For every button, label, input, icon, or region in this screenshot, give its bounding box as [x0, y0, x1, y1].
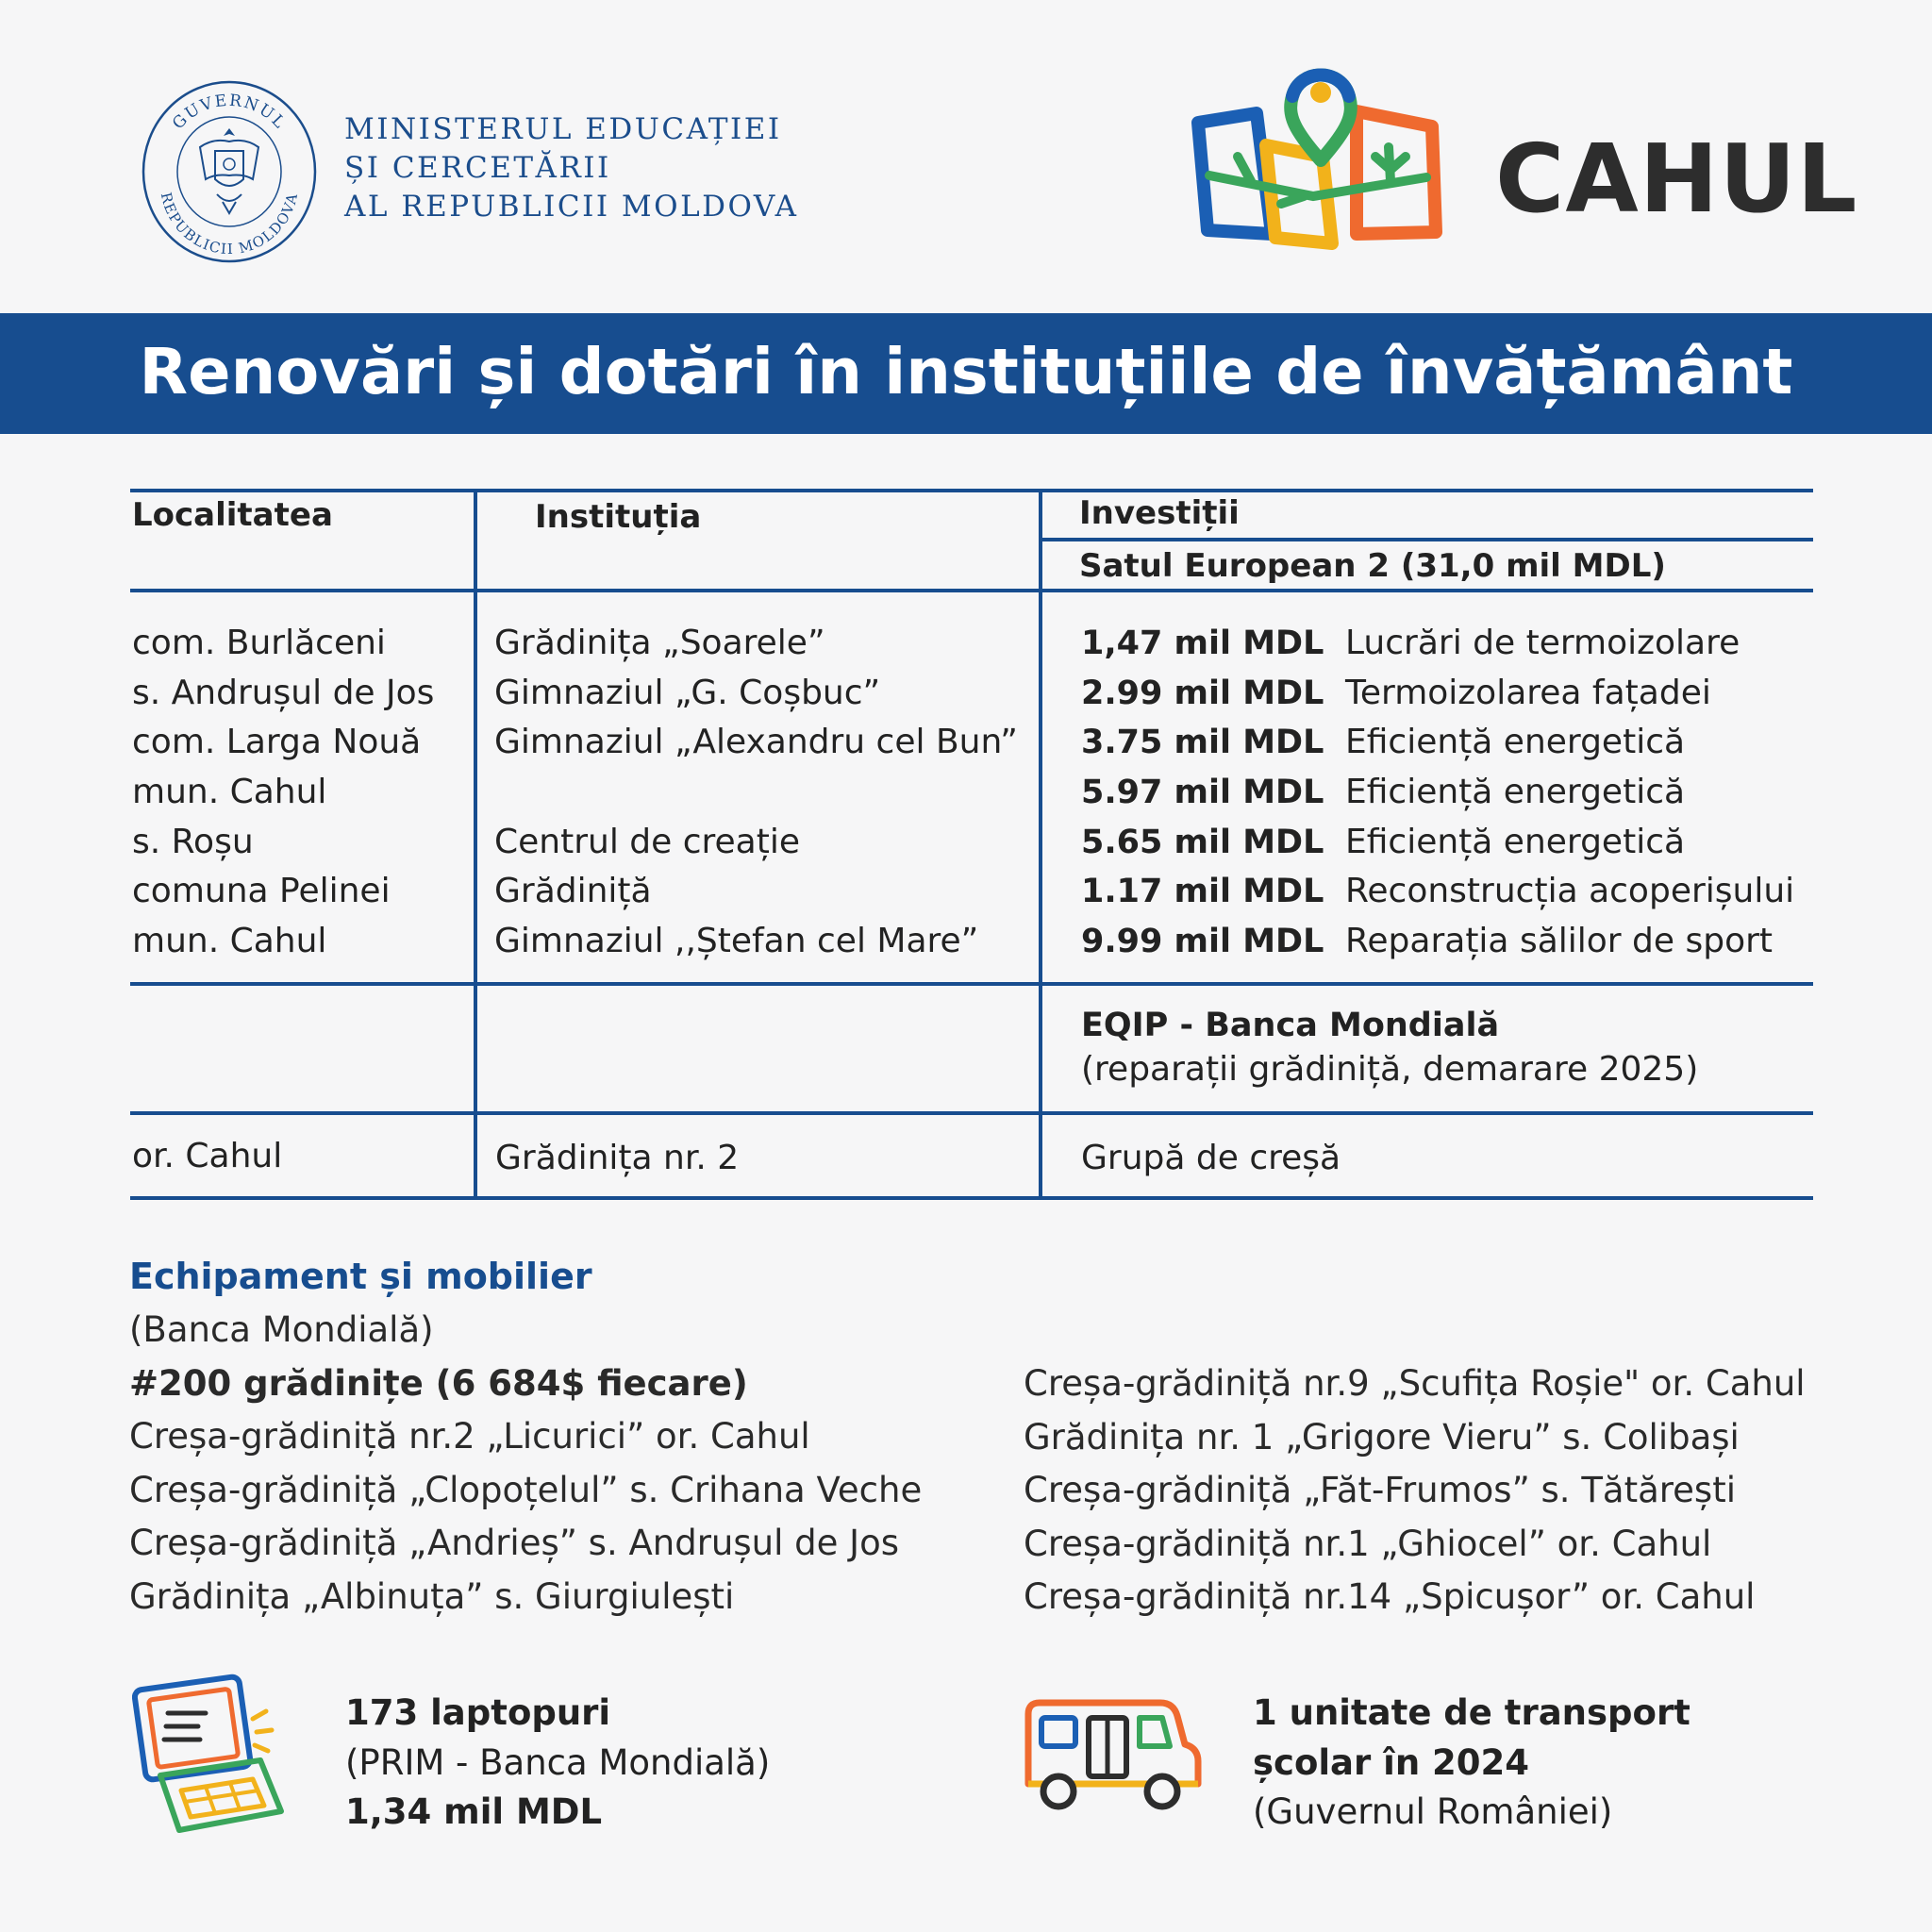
table-cell: mun. Cahul [132, 922, 327, 961]
list-item: Creșa-grădiniță „Andrieș” s. Andrușul de Jos [129, 1523, 899, 1563]
table-cell: Gimnaziul ,,Ștefan cel Mare” [494, 922, 979, 961]
transport-line-2: școlar în 2024 [1253, 1741, 1530, 1783]
amount-cell: 9.99 mil MDL [1081, 923, 1324, 961]
list-item: Creșa-grădiniță „Făt-Frumos” s. Tătărești [1024, 1470, 1736, 1510]
transport-source: (Guvernul României) [1253, 1791, 1613, 1832]
ministry-name [344, 110, 799, 226]
ministry-line-3: AL REPUBLICII MOLDOVA [344, 190, 799, 224]
seal-text-top: GUVERNUL [169, 91, 291, 134]
brand-name: CAHUL [1495, 124, 1858, 234]
table-cell: com. Burlăceni [132, 624, 386, 662]
table-rule [130, 589, 1813, 592]
table-cell: s. Roșu [132, 822, 254, 861]
laptops-source: (PRIM - Banca Mondială) [345, 1741, 771, 1783]
column-suma [1081, 619, 1324, 967]
section-eqip: EQIP - Banca Mondială [1081, 1007, 1500, 1044]
list-item: Grădinița „Albinuța” s. Giurgiulești [129, 1575, 735, 1617]
section-satul-european: Satul European 2 (31,0 mil MDL) [1079, 547, 1666, 585]
svg-text:GUVERNUL [169, 92, 290, 134]
table-cell: Gimnaziul „Alexandru cel Bun” [494, 723, 1018, 762]
amount-cell: 2.99 mil MDL [1081, 674, 1324, 712]
list-item: Creșa-grădiniță „Clopoțelul” s. Crihana Veche [129, 1469, 923, 1510]
table-divider [474, 489, 477, 1200]
title-banner [0, 313, 1932, 434]
table-cell: com. Larga Nouă [132, 723, 422, 762]
laptops-count: 173 laptopuri [345, 1692, 611, 1733]
table-cell: Gimnaziul „G. Coșbuc” [494, 673, 881, 712]
equipment-source: (Banca Mondială) [129, 1309, 434, 1350]
table-cell: Termoizolarea fațadei [1345, 673, 1711, 712]
amount-cell: 5.65 mil MDL [1081, 823, 1324, 861]
page-title: Renovări și dotări în instituțiile de învățământ [139, 335, 1793, 408]
equipment-left-list [129, 1304, 922, 1624]
table-cell: Eficiență energetică [1345, 822, 1686, 861]
seal-text-bottom: REPUBLICII MOLDOVA [157, 191, 302, 258]
table-cell: or. Cahul [132, 1137, 283, 1175]
table-rule [1041, 538, 1813, 541]
table-rule [130, 1111, 1813, 1115]
amount-cell: 3.75 mil MDL [1081, 724, 1324, 762]
table-rule [130, 982, 1813, 986]
table-cell: comuna Pelinei [132, 872, 391, 911]
table-cell: Reparația sălilor de sport [1345, 922, 1774, 961]
section-eqip-subtitle: (reparații grădiniță, demarare 2025) [1081, 1050, 1699, 1089]
transport-line-1: 1 unitate de transport [1253, 1692, 1690, 1733]
amount-cell: 5.97 mil MDL [1081, 774, 1324, 812]
list-item: Creșa-grădiniță nr.1 „Ghiocel” or. Cahul [1024, 1523, 1712, 1564]
table-cell: Grădinița „Soarele” [494, 624, 825, 662]
government-seal [142, 79, 317, 264]
table-cell: s. Andrușul de Jos [132, 673, 435, 712]
transport-info [1253, 1689, 1690, 1838]
list-item: Creșa-grădiniță nr.9 „Scufița Roșie" or. Cahul [1024, 1363, 1806, 1404]
table-cell: Centrul de creație [494, 822, 800, 861]
table-cell: mun. Cahul [132, 773, 327, 812]
equipment-title: Echipament și mobilier [129, 1256, 592, 1297]
ministry-line-1: MINISTERUL EDUCAȚIEI [344, 112, 782, 146]
equipment-count: #200 grădinițe (6 684$ fiecare) [129, 1362, 748, 1404]
table-cell: Grădinița nr. 2 [495, 1139, 740, 1177]
table-cell: Grădiniță [494, 872, 652, 911]
list-item: Creșa-grădiniță nr.14 „Spicușor” or. Cahul [1024, 1576, 1756, 1617]
table-cell [494, 768, 1018, 818]
column-lucrari [1345, 619, 1794, 967]
header-investitii: Investiții [1079, 494, 1240, 532]
amount-cell: 1.17 mil MDL [1081, 873, 1324, 911]
amount-cell: 1,47 mil MDL [1081, 625, 1324, 662]
list-item: Grădinița nr. 1 „Grigore Vieru” s. Colibași [1024, 1416, 1740, 1457]
table-rule [130, 489, 1813, 492]
table-cell: Grupă de creșă [1081, 1139, 1341, 1177]
table-rule [130, 1196, 1813, 1200]
column-institutie [494, 619, 1018, 967]
laptops-amount: 1,34 mil MDL [345, 1791, 603, 1832]
table-cell: Eficiență energetică [1345, 773, 1686, 812]
table-cell: Eficiență energetică [1345, 723, 1686, 762]
laptop-icon [132, 1670, 292, 1840]
header-localitate: Localitatea [132, 496, 333, 534]
table-divider [1039, 489, 1042, 1200]
list-item: Creșa-grădiniță nr.2 „Licurici” or. Cahul [129, 1416, 810, 1457]
cahul-map-logo [1191, 55, 1453, 253]
header-institutie: Instituția [535, 498, 702, 536]
school-bus-icon [1019, 1693, 1208, 1816]
laptops-info [345, 1689, 770, 1838]
table-cell: Reconstrucția acoperișului [1345, 872, 1795, 911]
ministry-line-2: ȘI CERCETĂRII [344, 151, 611, 185]
column-localitate [132, 619, 434, 967]
equipment-right-list [1024, 1357, 1806, 1624]
table-cell: Lucrări de termoizolare [1345, 624, 1740, 662]
